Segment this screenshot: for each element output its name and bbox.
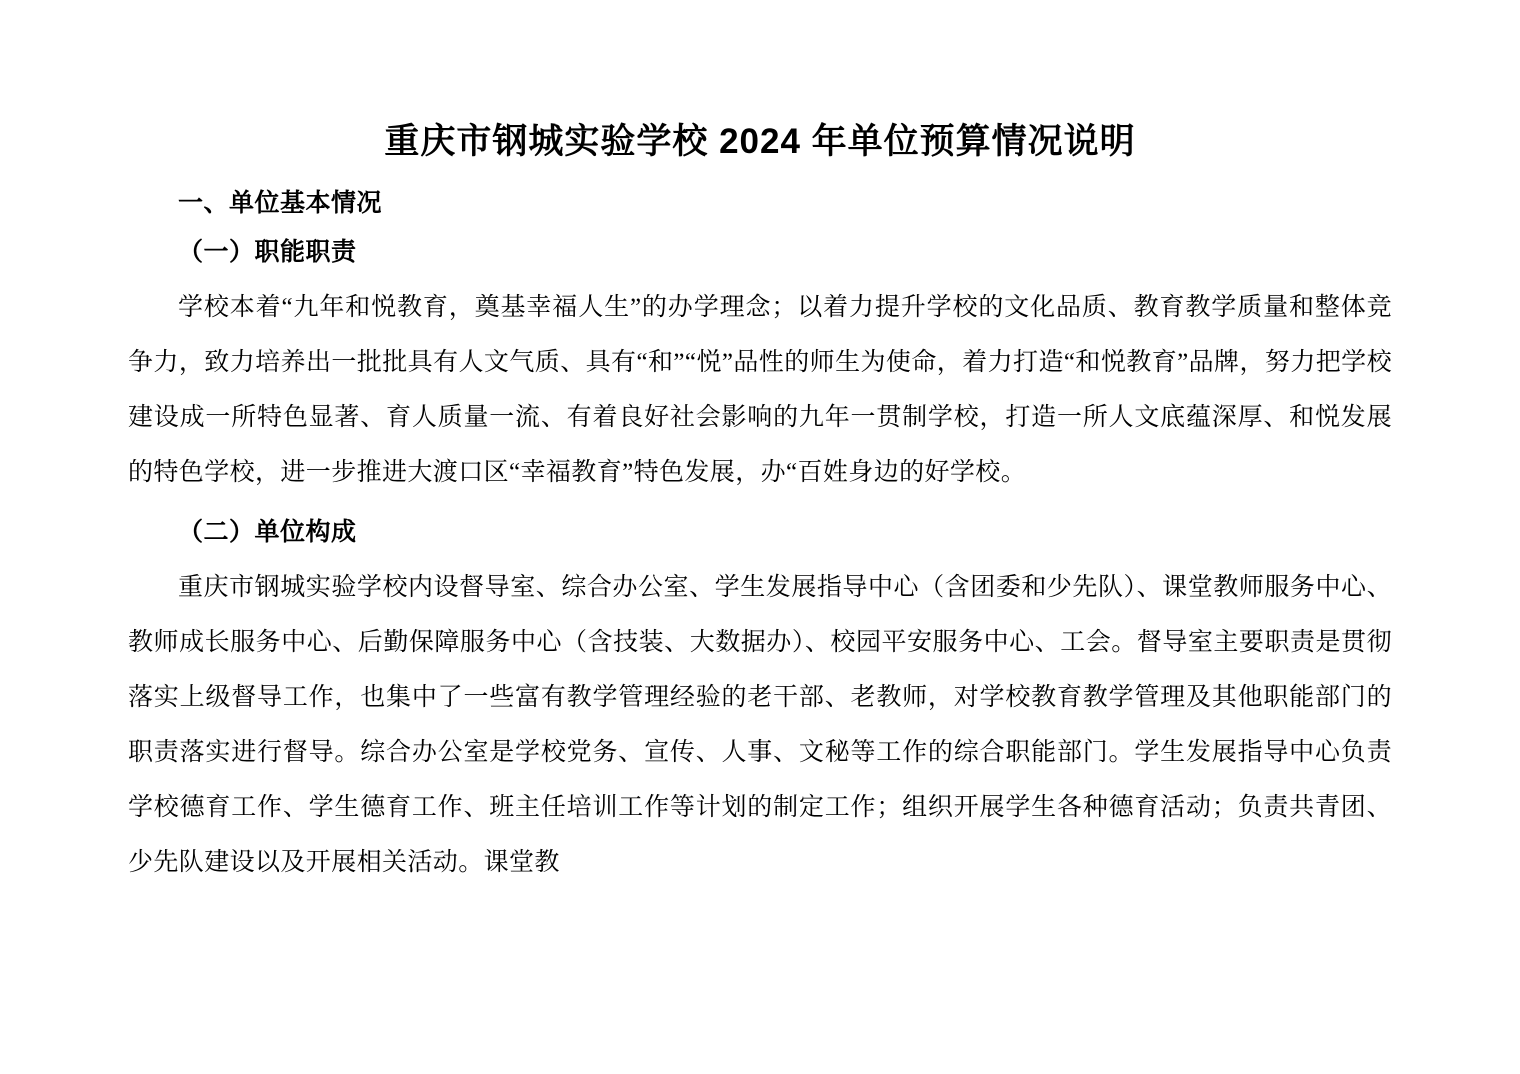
subsection-heading-duties: （一）职能职责 xyxy=(178,239,357,266)
section-heading-basic-info: 一、单位基本情况 xyxy=(178,189,383,217)
subsection-heading-composition: （二）单位构成 xyxy=(178,519,357,546)
paragraph-composition: 重庆市钢城实验学校内设督导室、综合办公室、学生发展指导中心（含团委和少先队）、课堂教师服务中心、教师成长服务中心、后勤保障服务中心（含技装、大数据办）、校园平安服务中心、工会。督导室主要职责是贯彻落实上级督导工作，也集中了一些富有教学管理经验的老干部、老教师，对学校教育教学管理及其他职能部门的职责落实进行督导。综合办公室是学校党务、宣传、人事、文秘等工作的综合职能部门。学生发展指导中心负责学校德育工作、学生德育工作、班主任培训工作等计划的制定工作；组织开展学生各种德育活动；负责共青团、少先队建设以及开展相关活动。课堂教 xyxy=(128,574,1392,876)
page-title: 重庆市钢城实验学校 2024 年单位预算情况说明 xyxy=(384,122,1136,161)
paragraph-duties: 学校本着“九年和悦教育，奠基幸福人生”的办学理念；以着力提升学校的文化品质、教育教学质量和整体竞争力，致力培养出一批批具有人文气质、具有“和”“悦”品性的师生为使命，着力打造“和悦教育”品牌，努力把学校建设成一所特色显著、育人质量一流、有着良好社会影响的九年一贯制学校，打造一所人文底蕴深厚、和悦发展的特色学校，进一步推进大渡口区“幸福教育”特色发展，办“百姓身边的好学校。 xyxy=(128,294,1392,486)
